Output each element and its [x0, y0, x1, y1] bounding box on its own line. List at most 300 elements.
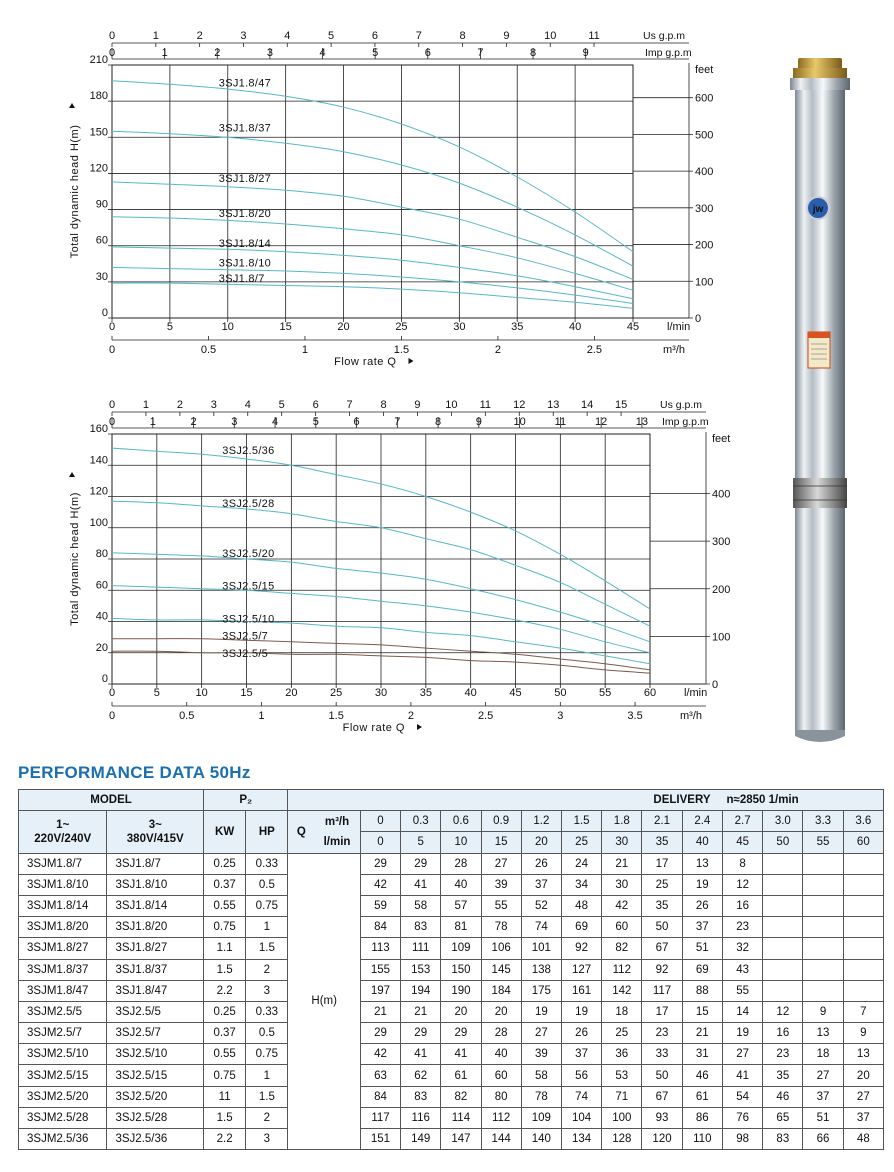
head-value: 37: [843, 1107, 883, 1128]
head-value: 46: [682, 1065, 722, 1086]
head-value: 117: [360, 1107, 400, 1128]
head-value: 12: [723, 874, 763, 895]
tick-label-us-gpm: 5: [278, 399, 285, 411]
m3h-value: 3.3: [803, 811, 843, 832]
tick-label-head: 80: [95, 548, 108, 560]
head-value: 33: [642, 1044, 682, 1065]
head-value: 116: [401, 1107, 441, 1128]
power-kw: 1.5: [204, 1107, 246, 1128]
head-value: 20: [481, 1001, 521, 1022]
power-kw: 2.2: [204, 980, 246, 1001]
tick-label-lmin: 30: [453, 321, 466, 333]
model-1phase: 3SJM1.8/10: [19, 874, 107, 895]
tick-label-feet: 200: [712, 583, 731, 596]
head-value: [843, 853, 883, 874]
head-value: 140: [521, 1129, 561, 1150]
curve-label: 3SJ2.5/7: [222, 630, 269, 643]
tick-label-m3h: 0.5: [200, 344, 217, 356]
tick-label-imp-gpm: 11: [554, 416, 567, 428]
head-value: [803, 959, 843, 980]
head-value: [763, 853, 803, 874]
tick-label-head: 30: [95, 270, 108, 283]
m3h-header: m³/h: [314, 811, 360, 832]
head-value: 51: [682, 938, 722, 959]
power-kw: 2.2: [204, 1129, 246, 1150]
head-value: 60: [481, 1065, 521, 1086]
curve-label: 3SJ1.8/47: [218, 77, 272, 90]
lmin-value: 45: [723, 832, 763, 853]
head-value: 37: [521, 874, 561, 895]
head-value: 23: [763, 1044, 803, 1065]
lmin-value: 55: [803, 832, 843, 853]
model-1phase: 3SJM1.8/47: [19, 980, 107, 1001]
model-3phase: 3SJ2.5/36: [107, 1129, 204, 1150]
table-row: [19, 1129, 884, 1150]
head-value: 194: [401, 980, 441, 1001]
power-hp: 1: [246, 917, 288, 938]
head-value: 46: [763, 1086, 803, 1107]
model-1phase: 3SJM2.5/28: [19, 1107, 107, 1128]
head-value: 184: [481, 980, 521, 1001]
model-3phase: 3SJ1.8/20: [107, 917, 204, 938]
head-value: 80: [481, 1086, 521, 1107]
table-row: [19, 853, 884, 874]
head-value: 69: [561, 917, 601, 938]
head-value: 82: [602, 938, 642, 959]
power-kw: 0.75: [204, 917, 246, 938]
tick-label-us-gpm: 4: [284, 30, 291, 42]
head-value: 19: [723, 1023, 763, 1044]
head-value: 29: [401, 853, 441, 874]
power-hp: 0.75: [246, 1044, 288, 1065]
head-value: 18: [803, 1044, 843, 1065]
head-value: 24: [561, 853, 601, 874]
performance-table-body: [19, 853, 884, 1150]
head-value: [803, 917, 843, 938]
tick-label-us-gpm: 1: [142, 399, 150, 411]
head-value: 149: [401, 1129, 441, 1150]
head-value: 13: [843, 1044, 883, 1065]
head-value: 43: [723, 959, 763, 980]
head-value: 9: [843, 1023, 883, 1044]
model-3phase: 3SJ1.8/37: [107, 959, 204, 980]
head-value: 18: [602, 1001, 642, 1022]
model-1phase: 3SJM2.5/15: [19, 1065, 107, 1086]
tick-label-lmin: 40: [568, 321, 582, 333]
model-3phase: 3SJ2.5/5: [107, 1001, 204, 1022]
submersible-pump-icon: [760, 40, 880, 750]
head-value: [803, 853, 843, 874]
head-value: 42: [602, 895, 642, 916]
m3h-value: 3.6: [843, 811, 883, 832]
m3h-value: 0: [360, 811, 400, 832]
head-value: 74: [521, 917, 561, 938]
head-value: 92: [642, 959, 682, 980]
model-1phase: 3SJM2.5/10: [19, 1044, 107, 1065]
tick-label-head: 120: [89, 162, 108, 175]
head-value: 21: [602, 853, 642, 874]
head-value: 20: [441, 1001, 481, 1022]
power-hp: 1.5: [246, 1086, 288, 1107]
head-value: 92: [561, 938, 601, 959]
head-value: [763, 938, 803, 959]
tick-label-imp-gpm: 9: [582, 47, 589, 59]
head-value: 28: [481, 1023, 521, 1044]
head-value: 27: [521, 1023, 561, 1044]
kw-header: KW: [204, 811, 246, 853]
power-kw: 11: [204, 1086, 246, 1107]
head-value: 58: [401, 895, 441, 916]
head-value: 109: [441, 938, 481, 959]
head-value: 26: [682, 895, 722, 916]
head-value: 13: [803, 1023, 843, 1044]
head-value: 25: [642, 874, 682, 895]
head-value: 67: [642, 938, 682, 959]
tick-label-imp-gpm: 12: [595, 416, 608, 428]
lmin-label: l/min: [667, 321, 691, 333]
m3h-value: 2.7: [723, 811, 763, 832]
tick-label-m3h: 1: [301, 344, 309, 356]
model-1phase: 3SJM2.5/5: [19, 1001, 107, 1022]
m3h-value: 2.4: [682, 811, 722, 832]
tick-label-lmin: 20: [337, 321, 350, 333]
model-3phase: 3SJ2.5/15: [107, 1065, 204, 1086]
tick-label-us-gpm: 4: [244, 399, 251, 411]
table-row: [19, 1065, 884, 1086]
head-value: 37: [803, 1086, 843, 1107]
head-value: 83: [401, 1086, 441, 1107]
m3h-value: 2.1: [642, 811, 682, 832]
head-value: [763, 917, 803, 938]
model-header: MODEL: [19, 790, 204, 811]
head-value: 110: [682, 1129, 722, 1150]
phase3-header: 3~ 380V/415V: [107, 811, 204, 853]
head-value: 104: [561, 1107, 601, 1128]
head-value: [763, 980, 803, 1001]
head-value: 106: [481, 938, 521, 959]
power-kw: 0.25: [204, 1001, 246, 1022]
head-value: 41: [401, 1044, 441, 1065]
head-value: 147: [441, 1129, 481, 1150]
tick-label-m3h: 3.5: [627, 710, 643, 722]
feet-label: feet: [712, 433, 731, 445]
head-value: 41: [441, 1044, 481, 1065]
tick-label-us-gpm: 14: [581, 399, 594, 411]
pump-logo: jw: [812, 204, 824, 215]
tick-label-lmin: 50: [554, 687, 567, 699]
power-hp: 0.5: [246, 1023, 288, 1044]
head-label: H(m): [288, 853, 360, 1150]
head-value: [843, 874, 883, 895]
head-value: 78: [521, 1086, 561, 1107]
head-value: 190: [441, 980, 481, 1001]
head-value: 39: [521, 1044, 561, 1065]
tick-label-m3h: 3: [557, 710, 564, 722]
tick-label-lmin: 15: [279, 321, 292, 333]
tick-label-us-gpm: 9: [414, 399, 421, 411]
model-1phase: 3SJM1.8/14: [19, 895, 107, 916]
head-value: 26: [521, 853, 561, 874]
tick-label-lmin: 45: [626, 321, 640, 333]
head-value: [763, 959, 803, 980]
head-value: 29: [401, 1023, 441, 1044]
head-value: 58: [521, 1065, 561, 1086]
lmin-value: 15: [481, 832, 521, 853]
head-value: 52: [521, 895, 561, 916]
tick-label-m3h: 2: [407, 710, 414, 722]
tick-label-imp-gpm: 2: [214, 47, 221, 59]
speed-header: n≈2850 1/min: [723, 790, 884, 811]
head-value: 27: [481, 853, 521, 874]
head-value: 101: [521, 938, 561, 959]
performance-title: PERFORMANCE DATA 50Hz: [18, 763, 251, 782]
head-value: 19: [561, 1001, 601, 1022]
tick-label-imp-gpm: 7: [477, 47, 484, 59]
head-value: 21: [401, 1001, 441, 1022]
head-value: 145: [481, 959, 521, 980]
y-axis-label: Total dynamic head H(m): [69, 492, 81, 626]
head-value: 153: [401, 959, 441, 980]
lmin-header: l/min: [314, 832, 360, 853]
lmin-value: 60: [843, 832, 883, 853]
head-value: 27: [723, 1044, 763, 1065]
head-value: 7: [843, 1001, 883, 1022]
tick-label-us-gpm: 5: [328, 30, 335, 42]
head-value: 29: [441, 1023, 481, 1044]
tick-label-head: 60: [95, 579, 108, 592]
tick-label-head: 20: [95, 641, 108, 654]
power-kw: 0.55: [204, 895, 246, 916]
model-3phase: 3SJ1.8/10: [107, 874, 204, 895]
tick-label-us-gpm: 6: [371, 30, 378, 42]
head-value: 86: [682, 1107, 722, 1128]
head-value: 23: [642, 1023, 682, 1044]
head-value: 17: [642, 1001, 682, 1022]
head-value: 27: [843, 1086, 883, 1107]
head-value: 48: [561, 895, 601, 916]
head-value: 30: [602, 874, 642, 895]
curve-label: 3SJ2.5/20: [222, 547, 275, 560]
head-value: 26: [561, 1023, 601, 1044]
y-axis-arrow-icon: [69, 103, 75, 108]
tick-label-us-gpm: 10: [445, 399, 458, 411]
power-hp: 3: [246, 1129, 288, 1150]
tick-label-imp-gpm: 8: [435, 416, 442, 428]
tick-label-us-gpm: 2: [196, 30, 203, 42]
tick-label-imp-gpm: 6: [424, 47, 431, 59]
curve-3sj1-8-27: [112, 182, 633, 280]
head-value: 117: [642, 980, 682, 1001]
m3h-value: 1.2: [521, 811, 561, 832]
tick-label-feet: 200: [695, 239, 714, 252]
hp-header: HP: [246, 811, 288, 853]
head-value: 66: [803, 1129, 843, 1150]
head-value: 34: [561, 874, 601, 895]
tick-label-us-gpm: 2: [176, 399, 183, 411]
x-axis-label: Flow rate Q: [334, 356, 397, 368]
tick-label-feet: 0: [712, 679, 719, 691]
head-value: 25: [602, 1023, 642, 1044]
head-value: 114: [441, 1107, 481, 1128]
tick-label-m3h: 2.5: [477, 710, 494, 722]
tick-label-m3h: 1.5: [328, 710, 344, 722]
tick-label-head: 140: [89, 454, 108, 467]
head-value: 41: [401, 874, 441, 895]
head-value: 53: [602, 1065, 642, 1086]
model-3phase: 3SJ1.8/27: [107, 938, 204, 959]
m3h-value: 3.0: [763, 811, 803, 832]
head-value: 61: [682, 1086, 722, 1107]
table-row: [19, 917, 884, 938]
power-hp: 0.75: [246, 895, 288, 916]
head-value: 19: [682, 874, 722, 895]
head-value: 151: [360, 1129, 400, 1150]
tick-label-us-gpm: 3: [240, 30, 247, 42]
tick-label-head: 120: [89, 485, 108, 498]
tick-label-lmin: 25: [395, 321, 408, 333]
head-value: 88: [682, 980, 722, 1001]
head-value: 16: [723, 895, 763, 916]
model-1phase: 3SJM1.8/7: [19, 853, 107, 874]
tick-label-us-gpm: 7: [346, 399, 353, 411]
head-value: 74: [561, 1086, 601, 1107]
tick-label-us-gpm: 7: [415, 30, 422, 42]
power-hp: 0.33: [246, 853, 288, 874]
tick-label-feet: 100: [695, 276, 714, 289]
tick-label-head: 210: [89, 54, 108, 66]
head-value: 27: [803, 1065, 843, 1086]
tick-label-head: 40: [95, 610, 108, 623]
head-value: 134: [561, 1129, 601, 1150]
table-row: [19, 1086, 884, 1107]
curve-label: 3SJ2.5/10: [222, 613, 275, 626]
performance-chart-3sj18: [0, 0, 760, 380]
head-value: 98: [723, 1129, 763, 1150]
tick-label-feet: 600: [695, 92, 714, 105]
head-value: 23: [723, 917, 763, 938]
tick-label-head: 100: [89, 516, 108, 529]
curve-3sj1-8-7: [112, 283, 633, 308]
head-value: 37: [682, 917, 722, 938]
head-value: 84: [360, 917, 400, 938]
head-value: 175: [521, 980, 561, 1001]
tick-label-m3h: 0: [108, 344, 116, 356]
tick-label-us-gpm: 12: [513, 399, 526, 411]
head-value: 21: [682, 1023, 722, 1044]
head-value: 155: [360, 959, 400, 980]
head-value: 37: [561, 1044, 601, 1065]
tick-label-imp-gpm: 1: [161, 47, 168, 59]
head-value: 21: [360, 1001, 400, 1022]
tick-label-m3h: 2.5: [586, 344, 603, 356]
head-value: 51: [803, 1107, 843, 1128]
model-3phase: 3SJ1.8/47: [107, 980, 204, 1001]
power-kw: 0.37: [204, 1023, 246, 1044]
power-kw: 0.25: [204, 853, 246, 874]
curve-label: 3SJ2.5/28: [222, 498, 275, 511]
tick-label-lmin: 0: [108, 687, 116, 699]
lmin-label: l/min: [684, 687, 708, 699]
head-value: 150: [441, 959, 481, 980]
lmin-value: 5: [401, 832, 441, 853]
head-value: 39: [481, 874, 521, 895]
tick-label-imp-gpm: 0: [108, 47, 116, 59]
tick-label-lmin: 10: [221, 321, 234, 333]
tick-label-m3h: 1.5: [393, 344, 410, 356]
q-header: Q: [288, 811, 314, 853]
head-value: [803, 980, 843, 1001]
head-value: 28: [441, 853, 481, 874]
x-axis-arrow-icon: [409, 358, 414, 364]
tick-label-imp-gpm: 3: [266, 47, 273, 59]
table-row: [19, 980, 884, 1001]
head-value: 83: [401, 917, 441, 938]
head-value: [763, 874, 803, 895]
tick-label-feet: 0: [695, 313, 702, 325]
us-gpm-label: Us g.p.m: [660, 399, 703, 411]
head-value: 8: [723, 853, 763, 874]
table-row: [19, 895, 884, 916]
head-value: 32: [723, 938, 763, 959]
tick-label-lmin: 5: [166, 321, 173, 333]
head-value: 41: [723, 1065, 763, 1086]
tick-label-lmin: 0: [108, 321, 116, 333]
curve-3sj1-8-14: [112, 247, 633, 299]
head-value: 35: [763, 1065, 803, 1086]
tick-label-imp-gpm: 0: [108, 416, 116, 428]
curve-label: 3SJ1.8/14: [218, 237, 272, 250]
tick-label-us-gpm: 0: [108, 399, 116, 411]
tick-label-us-gpm: 6: [312, 399, 319, 411]
feet-label: feet: [695, 64, 714, 76]
power-hp: 3: [246, 980, 288, 1001]
table-row: [19, 1044, 884, 1065]
head-value: 100: [602, 1107, 642, 1128]
curve-3sj1-8-20: [112, 217, 633, 290]
head-value: 29: [360, 1023, 400, 1044]
curve-3sj1-8-47: [112, 81, 633, 252]
imp-gpm-label: Imp g.p.m: [645, 47, 692, 59]
tick-label-us-gpm: 8: [380, 399, 387, 411]
power-hp: 0.5: [246, 874, 288, 895]
head-value: 14: [723, 1001, 763, 1022]
table-row: [19, 959, 884, 980]
head-value: 62: [401, 1065, 441, 1086]
power-hp: 1: [246, 1065, 288, 1086]
tick-label-us-gpm: 3: [210, 399, 217, 411]
phase1-header: 1~ 220V/240V: [19, 811, 107, 853]
performance-chart-3sj25: [0, 385, 760, 745]
curve-label: 3SJ1.8/10: [218, 257, 272, 270]
tick-label-lmin: 35: [511, 321, 524, 333]
tick-label-feet: 300: [695, 202, 714, 215]
lmin-value: 30: [602, 832, 642, 853]
curve-label: 3SJ1.8/20: [218, 207, 272, 220]
m3h-value: 0.9: [481, 811, 521, 832]
tick-label-us-gpm: 10: [544, 30, 557, 42]
tick-label-imp-gpm: 4: [271, 416, 279, 428]
tick-label-head: 0: [101, 307, 108, 319]
head-value: 161: [561, 980, 601, 1001]
tick-label-head: 150: [89, 126, 108, 139]
head-value: 61: [441, 1065, 481, 1086]
head-value: [763, 895, 803, 916]
head-value: 29: [360, 853, 400, 874]
lmin-value: 20: [521, 832, 561, 853]
head-value: [843, 959, 883, 980]
tick-label-us-gpm: 0: [108, 30, 116, 42]
head-value: 56: [561, 1065, 601, 1086]
